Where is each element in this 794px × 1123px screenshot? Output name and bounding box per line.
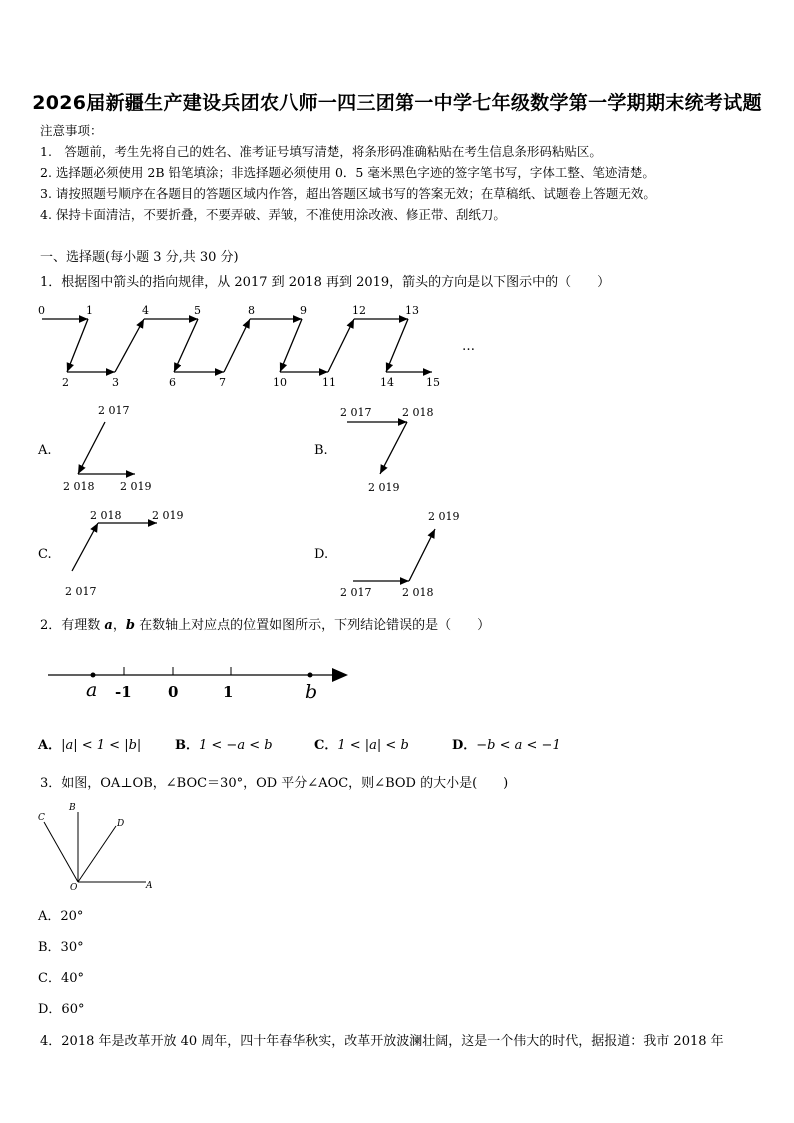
notice-item-1: 1. 答题前，考生先将自己的姓名、准考证号填写清楚，将条形码准确粘贴在考生信息条形码粘贴区。 [40, 144, 602, 159]
pattern-num: 6 [169, 376, 176, 389]
pattern-num: 12 [352, 304, 366, 317]
option-number: 2 017 [340, 586, 372, 599]
option-number: 2 017 [98, 404, 130, 417]
pattern-num: 4 [142, 304, 149, 317]
q2-number-line [40, 655, 360, 710]
q3-angle-figure [34, 798, 164, 893]
q2-option-d [452, 734, 561, 753]
option-text: −b < a < −1 [476, 738, 561, 753]
option-text: |a| < 1 < |b| [61, 738, 142, 753]
q1-option-c-figure [60, 505, 190, 600]
pattern-num: 7 [219, 376, 226, 389]
axis-label-minus-one: -1 [115, 683, 132, 701]
fig-label-b: B [69, 803, 76, 813]
pattern-num: 3 [112, 376, 119, 389]
option-label: A． [38, 738, 62, 753]
page-title: 2026届新疆生产建设兵团农八师一四三团第一中学七年级数学第一学期期末统考试题 [32, 92, 762, 114]
option-number: 2 019 [428, 510, 460, 523]
option-text: 1 < −a < b [199, 738, 273, 753]
pattern-ellipsis: … [462, 339, 475, 354]
q2-comma: ， [112, 618, 126, 633]
q1-option-d-figure [335, 505, 465, 600]
q1-option-a-label: A. [38, 443, 52, 458]
notice-item-3: 3. 请按照题号顺序在各题目的答题区域内作答，超出答题区域书写的答案无效；在草稿纸、试题卷上答题无效。 [40, 186, 656, 201]
section-heading: 一、选择题(每小题 3 分,共 30 分) [40, 250, 239, 265]
q2-stem-post: 在数轴上对应点的位置如图所示，下列结论错误的是（ ） [134, 618, 491, 633]
axis-label-a: a [86, 679, 98, 701]
q2-var-a: a [104, 618, 113, 633]
pattern-num: 10 [273, 376, 287, 389]
option-number: 2 018 [90, 509, 122, 522]
q3-option-b: B．30° [38, 940, 84, 955]
pattern-num: 13 [405, 304, 419, 317]
pattern-num: 0 [38, 304, 45, 317]
q2-option-b [175, 734, 273, 753]
fig-label-o: O [70, 883, 78, 893]
option-number: 2 018 [402, 406, 434, 419]
pattern-num: 9 [300, 304, 307, 317]
q2-var-b: b [125, 618, 135, 633]
option-number: 2 018 [63, 480, 95, 493]
fig-label-a: A [146, 881, 153, 891]
q2-option-a [38, 734, 141, 753]
option-label: D． [452, 738, 477, 753]
option-number: 2 017 [340, 406, 372, 419]
notice-item-4: 4. 保持卡面清洁，不要折叠，不要弄破、弄皱，不准使用涂改液、修正带、刮纸刀。 [40, 207, 506, 222]
q3-option-d: D．60° [38, 1002, 85, 1017]
axis-label-b: b [305, 681, 318, 703]
q1-option-d-label: D. [314, 547, 329, 562]
q1-option-a-figure [60, 400, 170, 500]
axis-label-zero: 0 [168, 683, 179, 701]
q3-option-a: A．20° [38, 909, 84, 924]
notice-heading: 注意事项： [40, 123, 103, 138]
pattern-num: 5 [194, 304, 201, 317]
fig-label-c: C [38, 813, 45, 823]
q1-option-b-figure [335, 400, 445, 500]
option-label: C． [314, 738, 338, 753]
q1-stem: 1．根据图中箭头的指向规律，从 2017 到 2018 再到 2019，箭头的方向是以下图示中的（ ） [40, 275, 611, 290]
pattern-num: 15 [426, 376, 440, 389]
q3-option-c: C．40° [38, 971, 84, 986]
fig-label-d: D [117, 819, 125, 829]
q1-option-b-label: B. [314, 443, 328, 458]
pattern-num: 8 [248, 304, 255, 317]
option-number: 2 017 [65, 585, 97, 598]
q3-stem: 3．如图，OA⊥OB，∠BOC＝30°，OD 平分∠AOC，则∠BOD 的大小是( ) [40, 776, 509, 791]
q2-stem [40, 614, 490, 633]
notice-item-2: 2. 选择题必须使用 2B 铅笔填涂；非选择题必须使用 0．5 毫米黑色字迹的签字笔书写，字体工整、笔迹清楚。 [40, 165, 655, 180]
option-text: 1 < |a| < b [337, 738, 409, 753]
option-number: 2 019 [368, 481, 400, 494]
pattern-num: 1 [86, 304, 93, 317]
q1-pattern-figure [30, 300, 490, 395]
option-number: 2 019 [120, 480, 152, 493]
pattern-num: 11 [322, 376, 336, 389]
option-label: B． [175, 738, 199, 753]
q1-option-c-label: C. [38, 547, 52, 562]
axis-label-one: 1 [223, 683, 234, 701]
q2-option-c [314, 734, 409, 753]
q4-stem: 4．2018 年是改革开放 40 周年，四十年春华秋实，改革开放波澜壮阔，这是一个伟大的时代，据报道：我市 2018 年 [40, 1034, 724, 1049]
option-number: 2 018 [402, 586, 434, 599]
q2-stem-pre: 2．有理数 [40, 618, 105, 633]
pattern-num: 14 [380, 376, 394, 389]
pattern-num: 2 [62, 376, 69, 389]
option-number: 2 019 [152, 509, 184, 522]
